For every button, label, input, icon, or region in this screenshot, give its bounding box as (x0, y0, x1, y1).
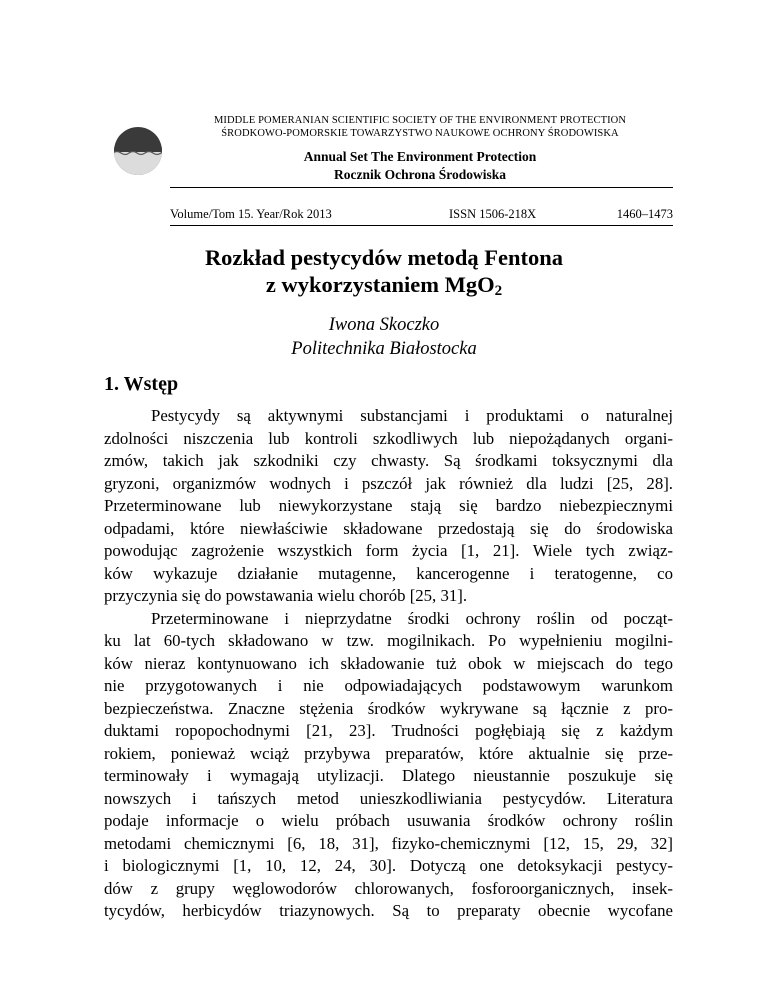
text-line: nowszych i tańszych metod unieszkodliwiania pestycydów. Literatura (104, 788, 673, 808)
text-line: rokiem, ponieważ wciąż przybywa preparatów, które aktualnie się prze- (104, 743, 673, 763)
page-range: 1460–1473 (616, 207, 673, 221)
text-line: powodując zagrożenie wszystkich form życia [1, 21]. Wiele tych związ- (104, 541, 673, 560)
text-line: Pestycydy są aktywnymi substancjami i produktami o naturalnej (151, 406, 673, 425)
issn: ISSN 1506-218X (449, 207, 537, 221)
text-line: ku lat 60-tych składowano w tzw. mogilnikach. Po wypełnieniu mogilni- (104, 631, 673, 650)
text-line: duktami ropopochodnymi [21, 23]. Trudności pogłębiają się z każdym (104, 721, 673, 740)
text-line: przyczynia się do powstawania wielu chorób [25, 31]. (104, 586, 468, 605)
text-line: zdolności niszczenia lub kontroli szkodliwych lub niepożądanych organi- (104, 428, 673, 448)
text-line: Przeterminowane lub niewykorzystane stają się bardzo niebezpiecznymi (104, 496, 673, 515)
author-name: Iwona Skoczko (328, 315, 440, 335)
author-affiliation: Politechnika Białostocka (291, 339, 477, 359)
text-line: gryzoni, organizmów wodnych i pszczół jak również dla ludzi [25, 28]. (104, 473, 673, 493)
journal-name-pl: Rocznik Ochrona Środowiska (333, 167, 507, 182)
text-line: metodami chemicznymi [6, 18, 31], fizyko-chemicznymi [12, 15, 29, 32] (104, 833, 673, 853)
text-line: i biologicznymi [1, 10, 12, 24, 30]. Dotyczą one detoksykacji pestycy- (104, 856, 673, 875)
section-heading: 1. Wstęp (104, 373, 179, 395)
paragraph-1 (104, 405, 673, 608)
text-line: Przeterminowane i nieprzydatne środki ochrony roślin od począt- (151, 608, 673, 628)
text-line: tycydów, herbicydów triazynowych. Są to preparaty obecnie wycofane (104, 901, 673, 920)
title-line-1: Rozkład pestycydów metodą Fentona (204, 245, 564, 270)
article-title (100, 244, 668, 298)
text-line: nie przygotowanych i nie odpowiadających podstawowym warunkom (104, 676, 673, 695)
text-line: odpadami, które niewłaściwie składowane przedostają się do środowiska (104, 518, 673, 538)
society-name-en: MIDDLE POMERANIAN SCIENTIFIC SOCIETY OF THE ENVIRONMENT PROTECTION (213, 115, 627, 126)
text-line: ków wykazuje działanie mutagenne, kancerogenne i teratogenne, co (104, 563, 673, 583)
society-name-pl: ŚRODKOWO-POMORSKIE TOWARZYSTWO NAUKOWE OCHRONY ŚRODOWISKA (221, 128, 619, 139)
text-line: dów z grupy węglowodorów chlorowanych, fosforoorganicznych, insek- (104, 878, 673, 898)
body-text (104, 405, 673, 923)
volume-year: Volume/Tom 15. Year/Rok 2013 (170, 207, 332, 221)
text-line: podaje informacje o wielu próbach usuwania środków ochrony roślin (104, 811, 673, 830)
text-line: ków nieraz kontynuowano ich składowanie tuż obok w miejscach do tego (104, 653, 673, 673)
header-divider-bottom (170, 225, 673, 226)
header-divider-top (170, 187, 673, 188)
journal-name-en: Annual Set The Environment Protection (303, 149, 537, 164)
text-line: bezpieczeństwa. Znaczne stężenia środków wykrywane są łącznie z pro- (104, 698, 673, 718)
text-line: terminowały i wymagają utylizacji. Dlatego nieustannie poszukuje się (104, 766, 673, 785)
text-line: zmów, takich jak szkodniki czy chwasty. Są środkami toksycznymi dla (104, 451, 673, 470)
title-line-2: z wykorzystaniem MgO$_2$ (265, 272, 503, 299)
paragraph-2 (104, 608, 673, 923)
